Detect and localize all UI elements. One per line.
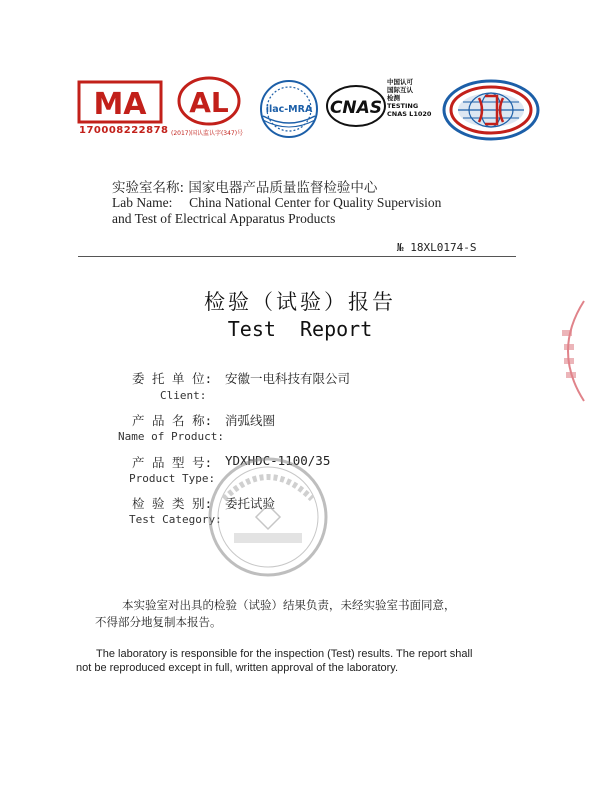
disclaimer-cn-line2: 不得部分地复制本报告。 — [95, 615, 222, 629]
disclaimer-en-line2: not be reproduced except in full, written approval of the laboratory. — [76, 662, 399, 674]
cal-logo-icon — [175, 76, 243, 128]
cma-logo-icon — [77, 80, 163, 124]
client-label-cn: 委 托 单 位: — [132, 371, 213, 386]
report-number: № 18XL0174-S — [397, 241, 477, 254]
svg-text:CNAS: CNAS — [329, 98, 383, 118]
certification-globe-logo-icon — [441, 78, 541, 142]
product-name-label-en: Name of Product: — [118, 430, 224, 443]
test-category-label-cn: 检 验 类 别: — [132, 496, 213, 511]
cal-registration-caption: (2017)国认监认字(347)号 — [171, 130, 244, 137]
accreditation-logos — [75, 76, 545, 146]
official-seal-stamp-icon — [206, 455, 330, 579]
svg-text:AL: AL — [189, 86, 229, 119]
product-type-label-en: Product Type: — [129, 472, 216, 485]
divider — [78, 256, 516, 257]
product-type-label-cn: 产 品 型 号: — [132, 455, 213, 470]
lab-name-cn-row — [112, 176, 377, 196]
svg-text:MA: MA — [93, 87, 147, 122]
client-value: 安徽一电科技有限公司 — [225, 371, 351, 386]
product-name-label-cn: 产 品 名 称: — [132, 413, 213, 428]
lab-name-value-en-line1: China National Center for Quality Supervision — [189, 195, 442, 210]
report-title-en: Test Report — [227, 317, 373, 341]
disclaimer-en-line1: The laboratory is responsible for the inspection (Test) results. The report shall — [96, 648, 473, 660]
lab-name-value-cn: 国家电器产品质量监督检验中心 — [188, 180, 378, 196]
cnas-logo-icon — [325, 84, 387, 128]
lab-name-label-en: Lab Name: — [112, 195, 173, 210]
report-title-cn: 检验（试验）报告 — [204, 290, 396, 314]
cnas-caption: 中国认可 国际互认 检测 TESTING CNAS L1020 — [387, 78, 432, 118]
disclaimer-cn-line1: 本实验室对出具的检验（试验）结果负责，未经实验室书面同意， — [122, 598, 456, 612]
test-category-value: 委托试验 — [225, 496, 276, 511]
product-type-value: YDXHDC-1100/35 — [225, 453, 331, 468]
lab-name-label-cn: 实验室名称: — [112, 180, 185, 196]
product-name-value: 消弧线圈 — [225, 413, 276, 428]
lab-name-value-en-line2: and Test of Electrical Apparatus Products — [112, 211, 336, 226]
cma-registration-number: 170008222878 — [79, 125, 169, 136]
client-label-en: Client: — [160, 389, 207, 402]
test-category-label-en: Test Category: — [129, 513, 222, 526]
ilac-mra-logo-icon — [258, 78, 320, 140]
lab-name-en-row — [112, 195, 441, 211]
red-side-stamp-icon — [548, 296, 588, 406]
svg-text:ilac-MRA: ilac-MRA — [265, 104, 313, 115]
